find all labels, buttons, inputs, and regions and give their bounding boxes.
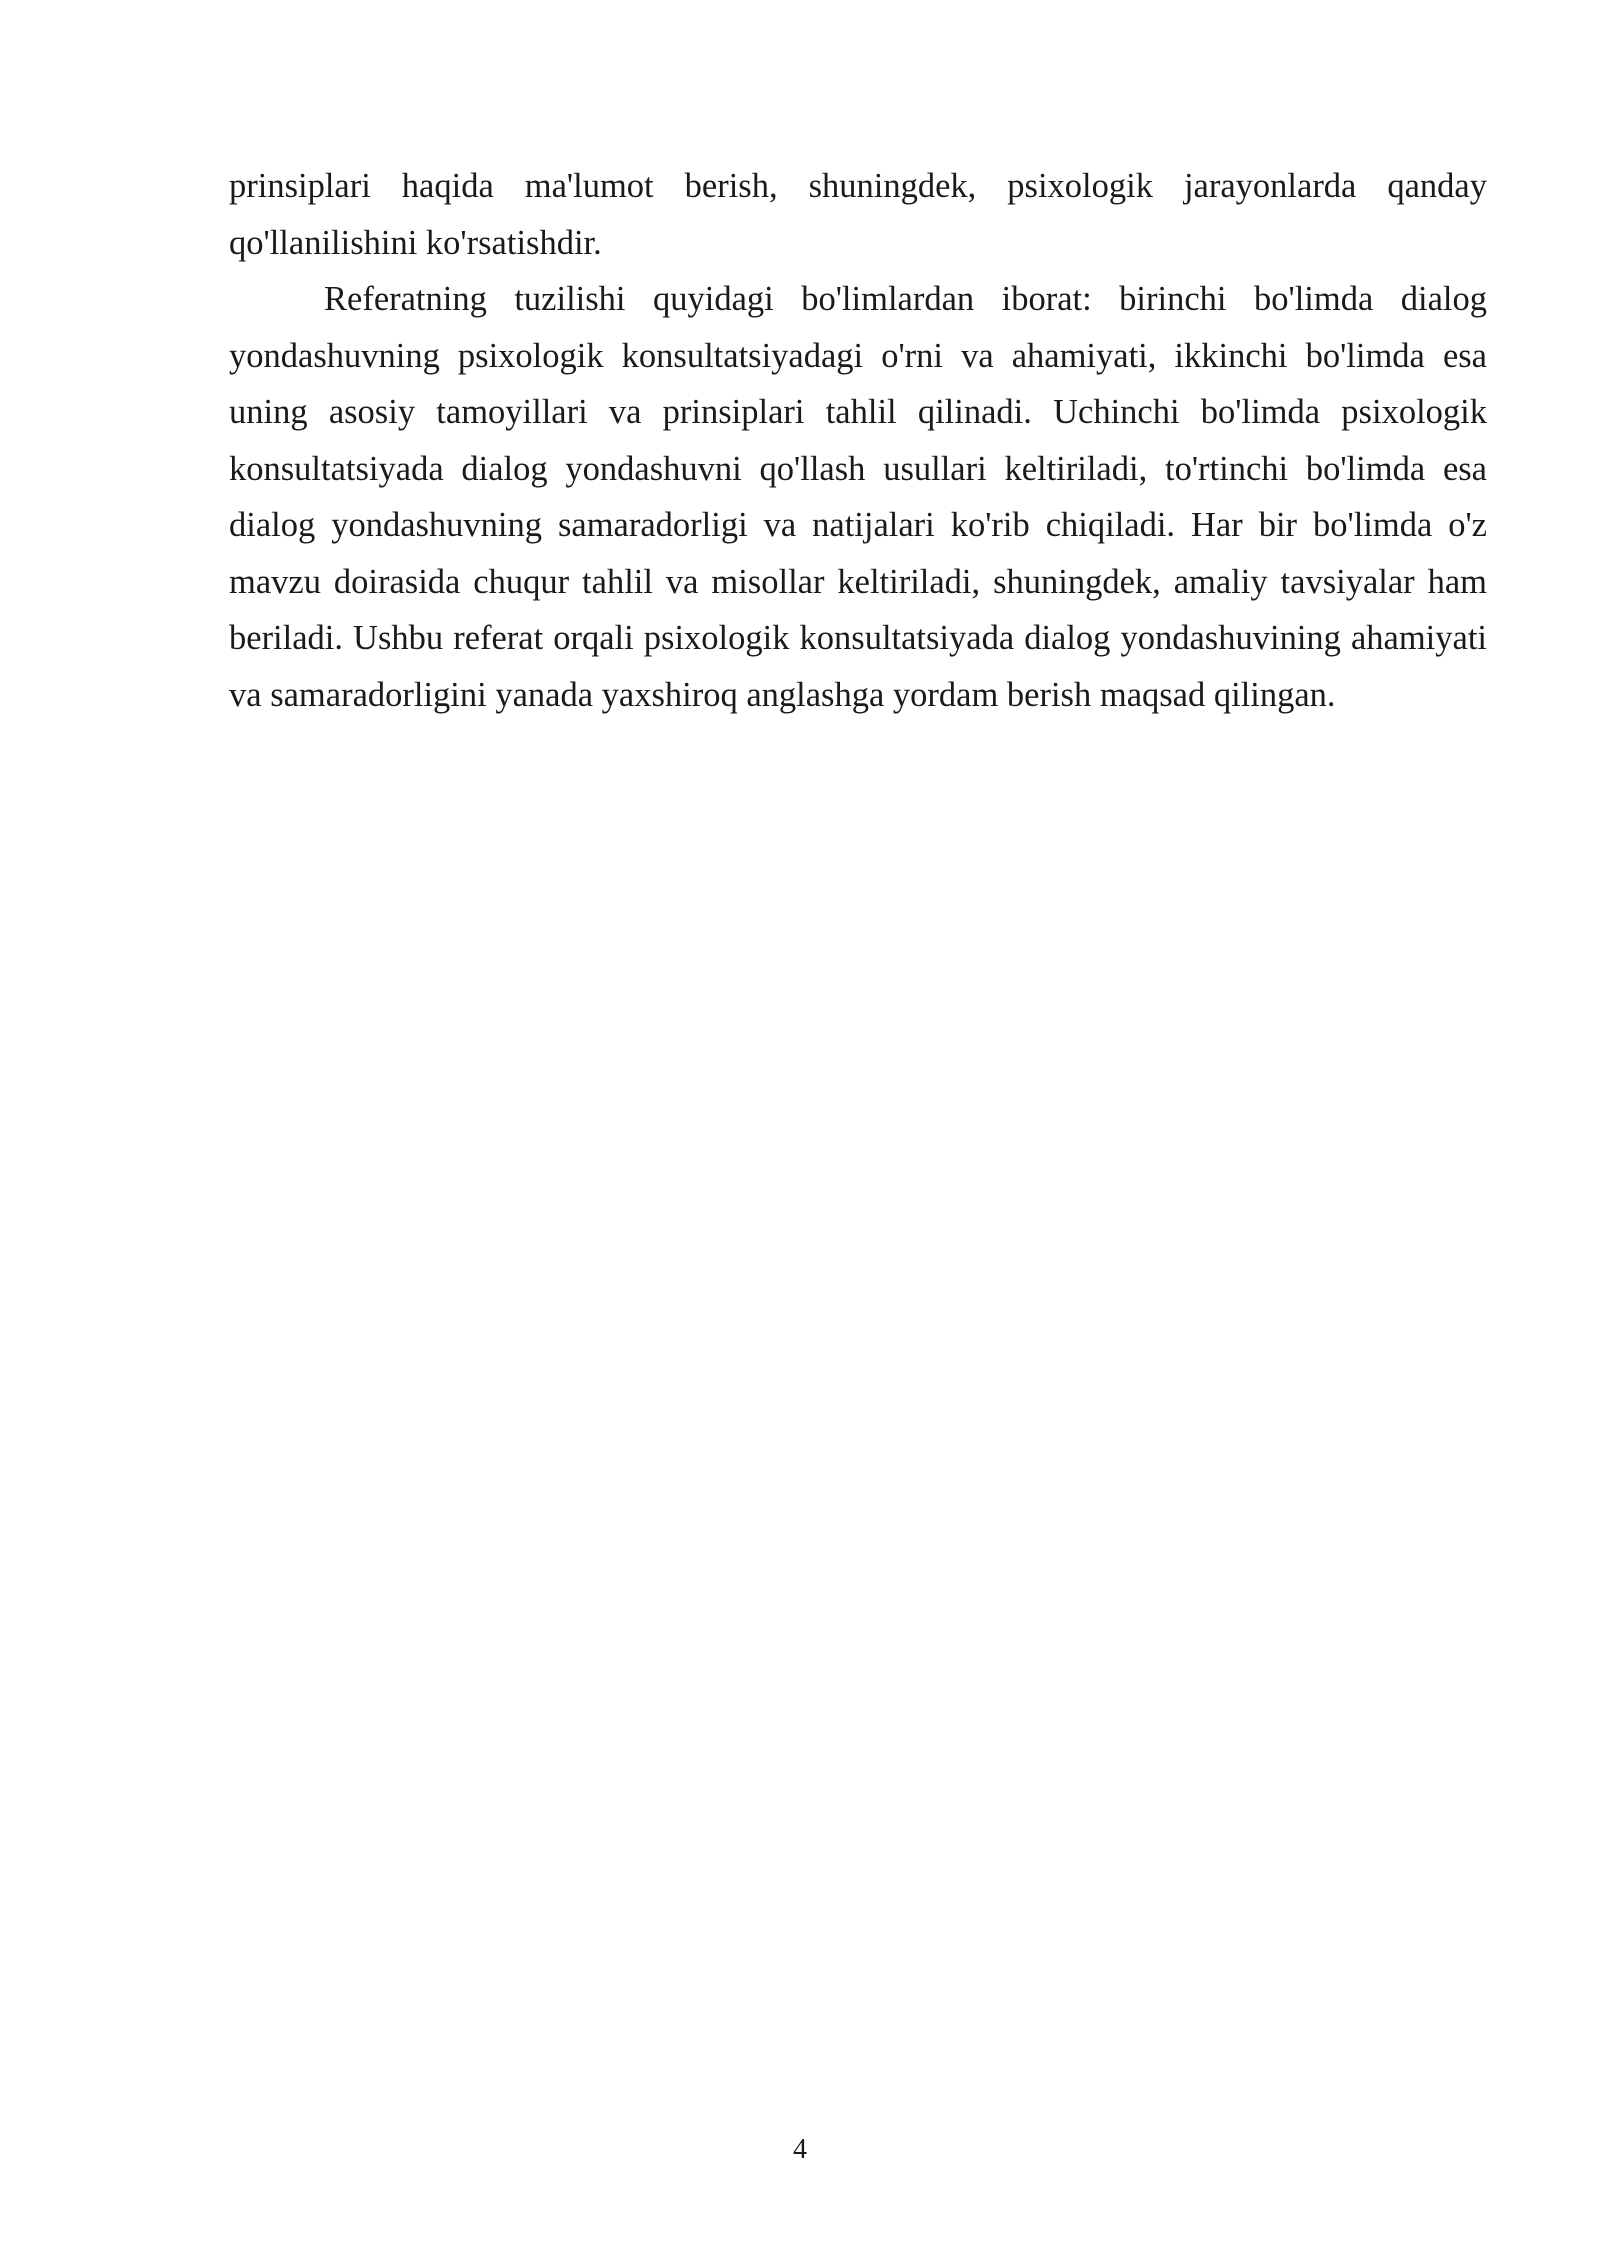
- body-text: [229, 158, 1487, 723]
- paragraph-structure: Referatning tuzilishi quyidagi bo'limlardan iborat: birinchi bo'limda dialog yondashuvning psixologik konsultatsiyadagi o'rni va ahamiyati, ikkinchi bo'limda esa uning asosiy tamoyillari va prinsiplari tahlil qilinadi. Uchinchi bo'limda psixologik konsultatsiyada dialog yondashuvni qo'llash usullari keltiriladi, to'rtinchi bo'limda esa dialog yondashuvning samaradorligi va natijalari ko'rib chiqiladi. Har bir bo'limda o'z mavzu doirasida chuqur tahlil va misollar keltiriladi, shuningdek, amaliy tavsiyalar ham beriladi. Ushbu referat orqali psixologik konsultatsiyada dialog yondashuvining ahamiyati va samaradorligini yanada yaxshiroq anglashga yordam berish maqsad qilingan.: [229, 280, 1487, 714]
- page-number: 4: [793, 2134, 807, 2165]
- paragraph-continuation: prinsiplari haqida ma'lumot berish, shuningdek, psixologik jarayonlarda qanday qo'llanilishini ko'rsatishdir.: [229, 167, 1487, 262]
